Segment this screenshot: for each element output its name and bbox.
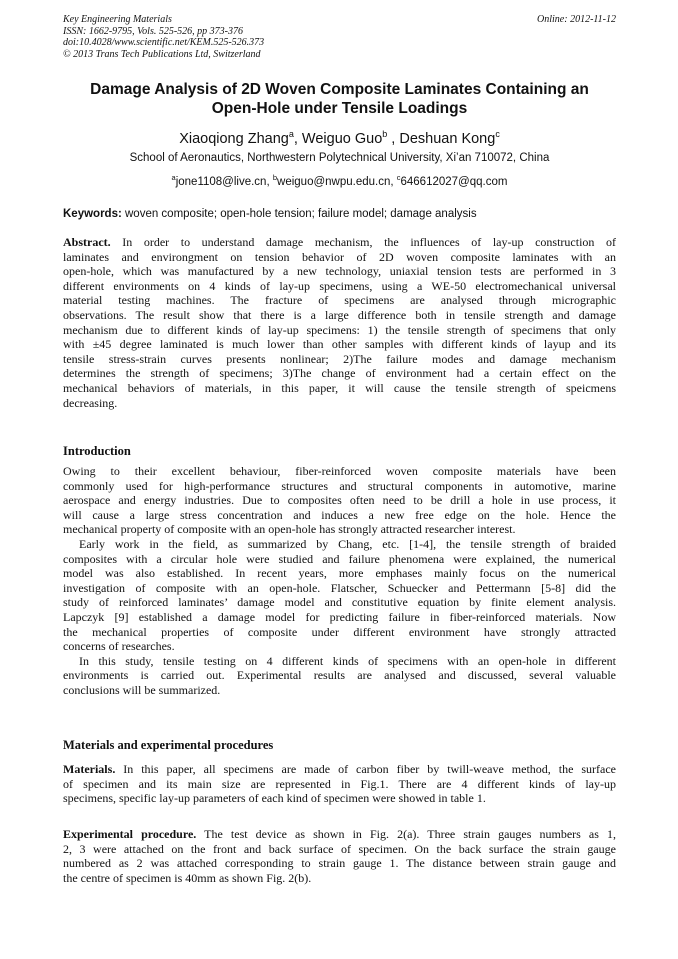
intro-line: composites with a circular hole were studied and failure phenomena were explained, the numerical [63,551,616,566]
abstract [63,235,616,410]
intro-line: Owing to their excellent behaviour, fiber-reinforced woven composite materials have been [63,464,616,478]
abstract-text: In order to understand damage mechanism, the influences of lay-up construction of [110,235,616,249]
abstract-line [63,235,616,250]
materials-text: In this paper, all specimens are made of carbon fiber by twill-weave method, the surface [115,762,616,776]
author-3-mark: c [495,129,500,139]
abstract-line: determines the strength of specimens; 3)The change of environment had a certain effect on the [63,366,616,381]
email-3-mark: c [396,173,401,182]
intro-line: Early work in the field, as summarized by Chang, etc. [1-4], the tensile strength of braided [79,536,616,551]
author-1: Xiaoqiong Zhang [179,130,289,147]
abstract-line: observations. The result show that there is a large difference both in tensile strength and damage [63,307,616,322]
intro-line: model was also established. In recent years, more emphases mainly focus on the numerical [63,566,616,581]
abstract-line: decreasing. [63,395,118,410]
journal-name: Key Engineering Materials [63,14,172,25]
online-date: Online: 2012-11-12 [537,14,616,25]
abstract-line: laminates and environgment on tension behavior of 2D woven composite laminates with an [63,249,616,264]
author-2-mark: b [382,129,388,139]
materials-line [63,762,616,777]
abstract-line: with ±45 degree laminated is much lower than other samples with different kinds of layup and its [63,337,616,352]
title-line-2: Open-Hole under Tensile Loadings [211,100,468,117]
title-line-1: Damage Analysis of 2D Woven Composite Laminates Containing an [90,81,589,98]
keywords [63,207,616,221]
keywords-label: Keywords: [63,208,122,220]
intro-line: the mechanical properties of composite under different environment have strongly attracted [63,624,616,639]
email-2-mark: b [272,173,278,182]
intro-line: aerospace and energy industries. Due to composites often need to be drill a hole in use process, it [63,493,616,508]
affiliation: School of Aeronautics, Northwestern Polytechnical University, Xi’an 710072, China [129,152,550,164]
intro-line: mechanical property of composite with an open-hole has strongly attracted researcher interest. [63,522,516,537]
doi-line[interactable]: doi:10.4028/www.scientific.net/KEM.525-526.373 [63,37,265,48]
abstract-label: Abstract. [63,235,111,249]
abstract-line: tensile stress-strain curves presents nonlinear; 2)The failure modes and damage mechanism [63,351,616,366]
paper-title [63,80,616,118]
abstract-line: different environments on 4 kinds of lay-up specimens, using a WE-50 electromechanical universal [63,278,616,293]
email-1[interactable]: jone1108@live.cn, [175,175,273,188]
intro-line: In this study, tensile testing on 4 different kinds of specimens with an open-hole in different [79,653,616,668]
materials-label: Materials. [63,762,116,776]
materials-line: specimens, specific lay-up parameters of each kind of specimen were showed in table 1. [63,791,486,806]
intro-line: Lapczyk [9] established a damage model for predicting failure in fiber-reinforced materials. Now [63,609,616,624]
journal-header [63,14,616,60]
procedure-text: The test device as shown in Fig. 2(a). Three strain gauges numbers as 1, [196,827,616,841]
procedure-line: the centre of specimen is 40mm as shown Fig. 2(b). [63,870,312,885]
materials-heading: Materials and experimental procedures [63,738,274,752]
procedure-line: 2, 3 were attached on the front and back surface of specimen. On the back surface the strain gauge [63,841,616,856]
procedure-line: numbered as 2 was attached corresponding to strain gauge 1. The distance between strain gauge and [63,856,616,871]
introduction-body [63,464,616,698]
procedure-label: Experimental procedure. [63,827,197,841]
copyright-line: © 2013 Trans Tech Publications Ltd, Switzerland [63,48,261,60]
author-list [63,125,616,148]
materials-line: of specimen and its main size are represented in Fig.1. There are 4 different kinds of lay-up [63,776,616,791]
email-3[interactable]: 646612027@qq.com [400,175,508,188]
email-list [63,171,616,189]
email-1-mark: a [171,173,176,182]
author-separator: , [293,130,302,147]
intro-line: will cause a large stress concentration and induces a new free edge on the hole. Hence the [63,507,616,522]
abstract-line: open-hole, which was manufactured by a new technology, uniaxial tension tests are performed in 3 [63,264,616,279]
intro-line: commonly used for high-performance structures and structural components in automotive, marine [63,478,616,493]
intro-line: study of reinforced laminates’ damage model and constitutive equation by finite element analysis. [63,595,616,610]
intro-line: conclusions will be summarized. [63,682,221,697]
keywords-text: woven composite; open-hole tension; failure model; damage analysis [121,208,477,220]
author-1-mark: a [288,129,294,139]
introduction-heading: Introduction [63,444,131,458]
abstract-line: material testing machines. The fracture of specimens are analysed through micrographic [63,293,616,308]
author-3: Deshuan Kong [399,130,496,147]
issn-line: ISSN: 1662-9795, Vols. 525-526, pp 373-376 [63,25,243,37]
abstract-line: mechanism due to different kinds of lay-up specimens: 1) the tensile strength of specimens that only [63,322,616,337]
procedure-paragraph [63,827,616,885]
intro-line: concerns of researches. [63,639,175,654]
materials-paragraph [63,762,616,806]
email-2[interactable]: weiguo@nwpu.edu.cn, [277,175,397,188]
author-separator: , [387,130,400,147]
intro-line: environments is carried out. Experimental results are analysed and discussed, several valuable [63,668,616,683]
abstract-line: mechanical behaviors of materials, in this paper, it will cause the tensile strength of speicmens [63,380,616,395]
intro-line: investigation of composite with an open-hole. Flatscher, Schuecker and Pettermann [5-8] did the [63,580,616,595]
procedure-line [63,827,616,842]
author-2: Weiguo Guo [301,130,383,147]
